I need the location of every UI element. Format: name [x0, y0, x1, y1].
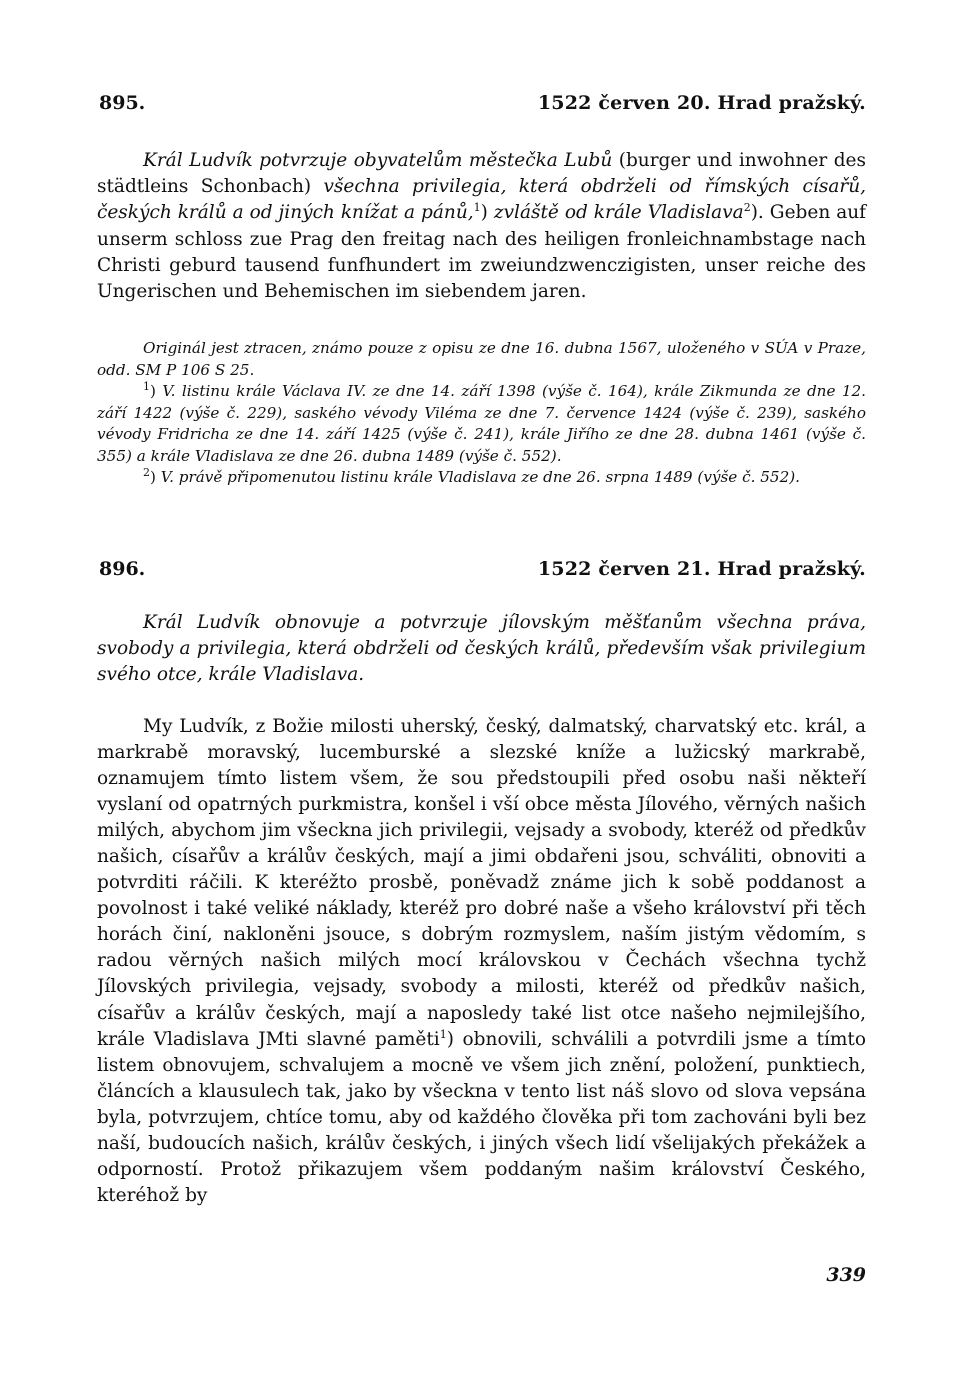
footnote-text: V. listinu krále Václava IV. ze dne 14. září 1398 (výše č. 164), krále Zikmunda ze dne 12. září 1422 (výše č. 229), saského vévody Viléma ze dne 7. července 1424 (výše č. 239), saského vévody Fridricha ze dne 14. září 1425 (výše č. 241), krále Jiřího ze dne 28. dubna 1461 (výše č. 355) a krále Vladislava ze dne 26. dubna 1489 (výše č. 552). — [97, 382, 866, 465]
entry-896-text — [97, 714, 866, 1209]
entry-895-regest — [97, 148, 866, 305]
entry-header-895 — [97, 90, 866, 116]
charter-text: My Ludvík, z Božie milosti uherský, český, dalmatský, charvatský etc. král, a markrabě moravský, lucemburské a slezské kníže a lužicský markrabě, oznamujem tímto listem všem, že sou předstoupili před osobu naši někteří vyslaní od opatrných purkmistra, konšel i vší obce města Jílového, věrných našich milých, abychom jim všeckna jich privilegii, vejsady a svobody, kteréž od předkův našich, císařův a králův českých, mají a jimi obdařeni jsou, schváliti, obnoviti a potvrditi ráčili. K kteréžto prosbě, poněvadž známe jich k sobě poddanost a povolnost i také veliké náklady, kteréž pro dobré naše a všeho království při těch horách činí, nakloněni jsouce, s dobrým rozmyslem, naším jistým vědomím, s radou věrných našich milých mocí královskou v Čechách všechna tychž Jílovských privilegia, vejsady, svobody a milosti, kteréž od předkův našich, císařův a králův českých, mají a naposledy také list otce našeho nejmilejšího, krále Vladislava JMti slavné paměti — [97, 716, 866, 1050]
footnote-ref: 1 — [473, 201, 481, 215]
footnote-paren: ) — [480, 202, 494, 224]
regest-text: zvláště od krále Vladislava — [493, 202, 744, 224]
regest-text: všechna privilegia, která obdrželi od římských císařů, českých králů a od jiných knížat a pánů, — [97, 176, 866, 224]
entry-896-regest — [97, 610, 866, 689]
entry-date-place: 1522 červen 21. Hrad pražský. — [537, 558, 866, 580]
document-page — [97, 0, 866, 1380]
page-number: 339 — [826, 1264, 866, 1286]
entry-number: 896. — [99, 558, 146, 580]
source-note-text: Originál jest ztracen, známo pouze z opisu ze dne 16. dubna 1567, uloženého v SÚA v Praze, odd. SM P 106 S 25. — [97, 339, 866, 379]
entry-date-place: 1522 červen 20. Hrad pražský. — [537, 92, 866, 114]
footnote-ref: 1 — [439, 1027, 447, 1041]
footnote-2: $^2$) V. právě připomenutou listinu krále Vladislava ze dne 26. srpna 1489 (výše č. 552). — [143, 465, 800, 486]
regest-text: Král Ludvík potvrzuje obyvatelům městečka Lubů — [143, 150, 613, 171]
dating-clause: Geben auf unserm schloss zue Prag den freitag nach des heiligen fronleichnambstage nach Christi geburd tausend funfhundert im zweiundzwenczigisten, unser reiche des Ungerischen und Behemischen im siebendem jaren. — [97, 202, 866, 303]
source-note — [97, 338, 866, 381]
regest-german: (burger und inwohner des städtleins Schonbach) — [97, 150, 866, 198]
footnote-1: $^1$) V. listinu krále Václava IV. ze dne 14. září 1398 (výše č. 164), krále Zikmunda ze dne 12. září 1422 (výše č. 229), saského vévody Viléma ze dne 7. července 1424 (výše č. 239), saského vévody Fridricha ze dne 14. září 1425 (výše č. 241), krále Jiřího ze dne 28. dubna 1461 (výše č. 355) a krále Vladislava ze dne 26. dubna 1489 (výše č. 552). — [97, 379, 866, 465]
footnote-mark: 1 — [143, 379, 150, 393]
footnote-mark: 2 — [143, 465, 150, 479]
footnote-text: V. právě připomenutou listinu krále Vladislava ze dne 26. srpna 1489 (výše č. 552). — [160, 468, 800, 486]
entry-number: 895. — [99, 92, 146, 114]
charter-text: ) obnovili, schválili a potvrdili jsme a tímto listem obnovujem, schvalujem a mocně ve všem jich znění, položení, punktiech, článcích a klausulech tak, jako by všeckna v tento list náš slovo od slova vepsána byla, potvrzujem, chtíce tomu, aby od každého člověka při tom zachováni byli bez naší, budoucích našich, králův českých, i jiných všech lidí všelijakých překážek a odporností. Protož přikazujem všem poddaným našim království Českého, kteréhož by — [97, 1028, 866, 1206]
footnote-paren: ). — [750, 202, 764, 224]
regest-text: Král Ludvík obnovuje a potvrzuje jílovským měšťanům všechna práva, svobody a privilegia, která obdrželi od českých králů, především však privilegium svého otce, krále Vladislava. — [97, 612, 866, 686]
footnote-ref: 2 — [743, 201, 751, 215]
entry-header-896 — [97, 556, 866, 582]
